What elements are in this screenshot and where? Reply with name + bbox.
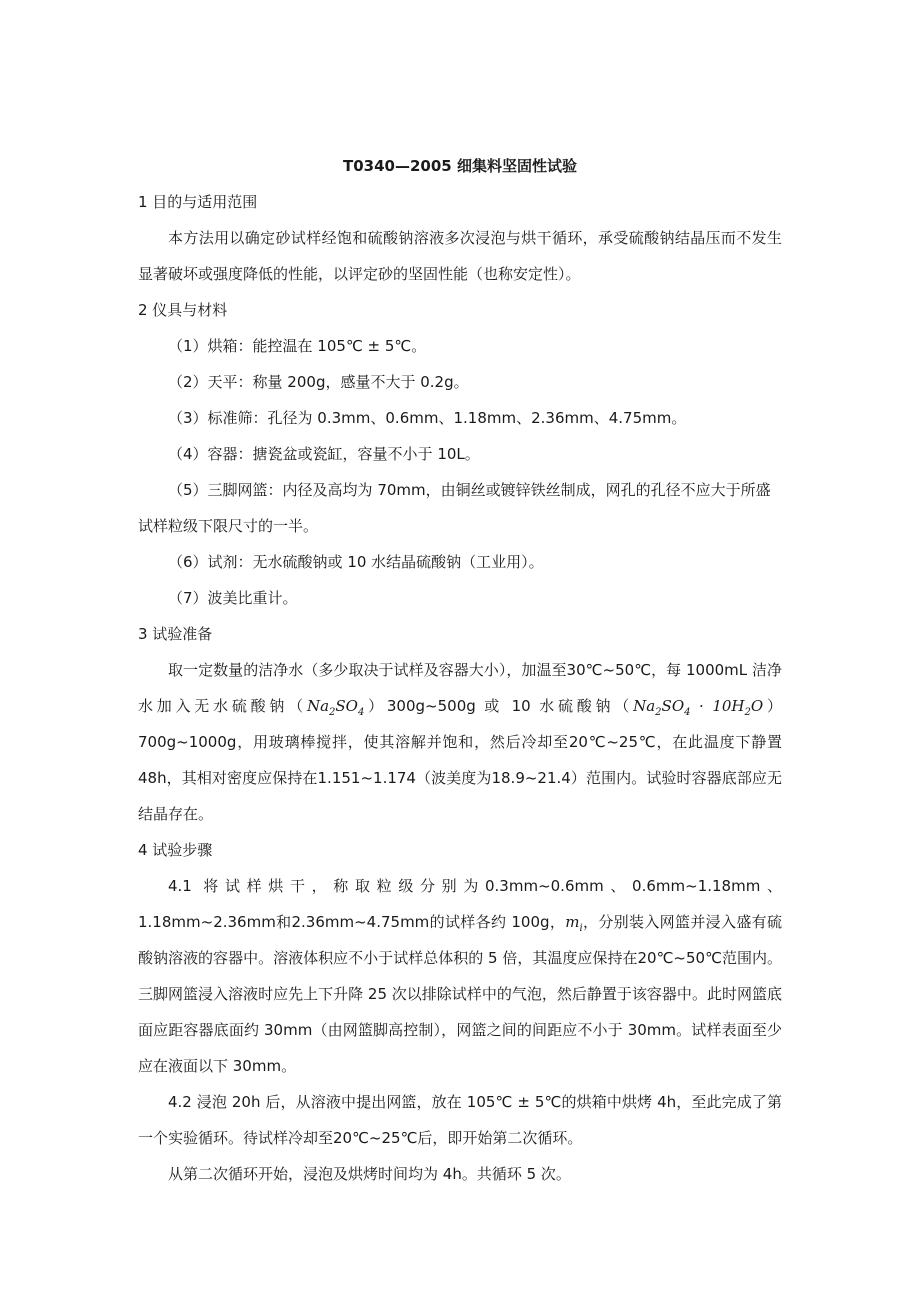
section-2-heading: 2 仪具与材料 [138, 301, 228, 319]
step-4-2-text: 4.2 浸泡 20h 后，从溶液中提出网篮，放在 105℃ ± 5℃的烘箱中烘烤 4h，至此完成了第一个实验循环。待试样冷却至20℃~25℃后，即开始第二次循环。 [138, 1093, 782, 1147]
section-1-heading: 1 目的与适用范围 [138, 193, 258, 211]
equipment-item-balance: （2）天平：称量 200g，感量不大于 0.2g。 [168, 373, 469, 391]
section-3-text [138, 652, 782, 832]
equipment-item-container: （4）容器：搪瓷盆或瓷缸，容量不小于 10L。 [168, 445, 480, 463]
prep-text-2: ）300g~500g 或 10 水硫酸钠（ [364, 697, 634, 715]
equipment-item-hydrometer: （7）波美比重计。 [168, 589, 298, 607]
step-4-1-text: 4.1 将试样烘干，称取粒级分别为0.3mm~0.6mm、0.6mm~1.18mm、1.18mm~2.36mm和2.36mm~4.75mm的试样各约 100g，$m_i$，分别装入网篮并浸入盛有硫酸钠溶液的容器中。溶液体积应不小于试样总体积的 5 倍，其温度应保持在20℃~50℃范围内。三脚网篮浸入溶液时应先上下升降 25 次以排除试样中的气泡，然后静置于该容器中。此时网篮底面应距容器底面约 30mm（由网篮脚高控制），网篮之间的间距应不小于 30mm。试样表面至少应在液面以下 30mm。 [138, 877, 782, 1075]
document-title: T0340—2005 细集料坚固性试验 [343, 157, 577, 175]
prep-text-1: 取一定数量的洁净水（多少取决于试样及容器大小），加温至30℃~50℃，每 1000mL 洁净水加入无水硫酸钠（ [138, 661, 782, 715]
step-4-2-cycles-text: 从第二次循环开始，浸泡及烘烤时间均为 4h。共循环 5 次。 [168, 1165, 571, 1183]
prep-text-3: ）700g~1000g，用玻璃棒搅拌，使其溶解并饱和，然后冷却至20℃~25℃，在此温度下静置 48h，其相对密度应保持在1.151~1.174（波美度为18.9~21.4）范围内。试验时容器底部应无结晶存在。 [138, 697, 782, 823]
section-1-text: 本方法用以确定砂试样经饱和硫酸钠溶液多次浸泡与烘干循环，承受硫酸钠结晶压而不发生显著破坏或强度降低的性能，以评定砂的坚固性能（也称安定性）。 [138, 229, 782, 283]
section-4-heading: 4 试验步骤 [138, 841, 213, 859]
formula-decahydrate-sodium-sulfate: $Na_2SO_4 \cdot 10H_2O$ [633, 697, 764, 718]
equipment-item-oven: （1）烘箱：能控温在 105℃ ± 5℃。 [168, 337, 427, 355]
equipment-item-reagent: （6）试剂：无水硫酸钠或 10 水结晶硫酸钠（工业用）。 [168, 553, 544, 571]
equipment-item-sieves: （3）标准筛：孔径为 0.3mm、0.6mm、1.18mm、2.36mm、4.75mm。 [168, 409, 687, 427]
section-3-heading: 3 试验准备 [138, 625, 213, 643]
equipment-item-basket: （5）三脚网篮：内径及高均为 70mm，由铜丝或镀锌铁丝制成，网孔的孔径不应大于所盛试样粒级下限尺寸的一半。 [138, 481, 771, 535]
mass-symbol: $m_i$ [565, 913, 583, 934]
formula-anhydrous-sodium-sulfate: $Na_2SO_4$ [306, 697, 365, 718]
